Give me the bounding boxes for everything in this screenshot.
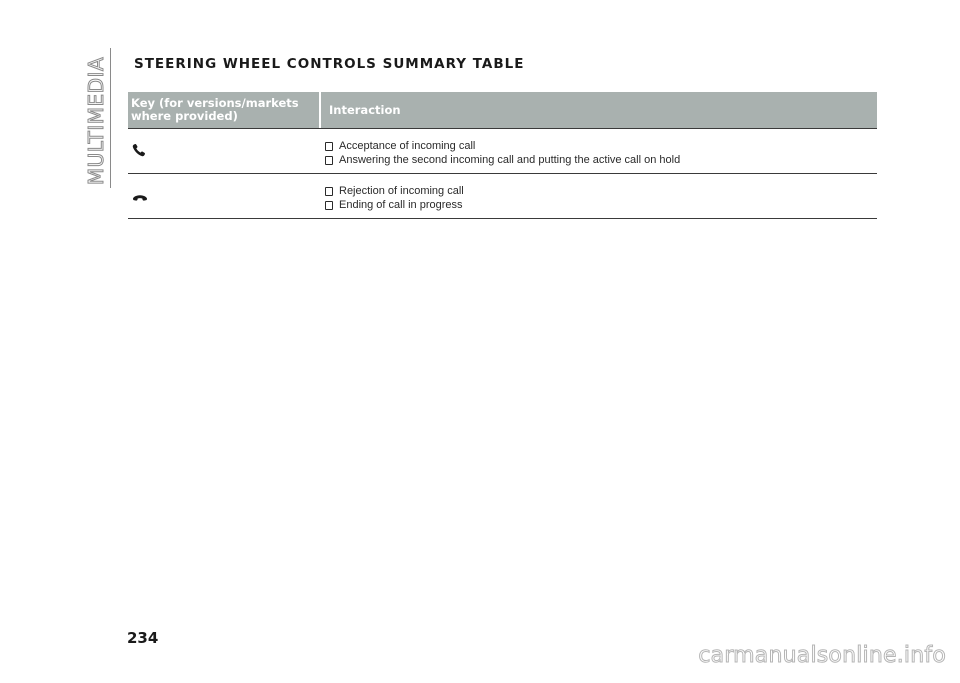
side-divider	[110, 48, 111, 188]
bullet-box-icon	[325, 142, 333, 151]
table-header	[128, 92, 877, 129]
list-item-text: Ending of call in progress	[339, 199, 463, 211]
interaction-cell	[321, 174, 464, 218]
list-item-text: Rejection of incoming call	[339, 185, 464, 197]
phone-answer-icon	[132, 143, 146, 162]
column-header-key: Key (for versions/markets where provided)	[128, 92, 321, 128]
key-cell	[128, 174, 321, 218]
list-item-text: Acceptance of incoming call	[339, 140, 476, 152]
section-side-label-text: MULTIMEDIA	[84, 56, 108, 186]
key-cell	[128, 129, 321, 173]
phone-hangup-icon	[132, 190, 148, 208]
table-row	[128, 129, 877, 174]
interaction-cell	[321, 129, 680, 173]
controls-summary-table	[128, 92, 877, 219]
list-item	[325, 139, 680, 153]
bullet-box-icon	[325, 187, 333, 196]
watermark-logo: carmanualsonline.info	[698, 643, 946, 668]
bullet-box-icon	[325, 201, 333, 210]
section-side-label	[86, 58, 106, 184]
bullet-box-icon	[325, 156, 333, 165]
column-header-interaction: Interaction	[329, 102, 401, 117]
page-number: 234	[127, 629, 159, 647]
page-heading: STEERING WHEEL CONTROLS SUMMARY TABLE	[134, 56, 525, 72]
list-item-text: Answering the second incoming call and putting the active call on hold	[339, 154, 681, 166]
list-item	[325, 198, 464, 212]
list-item	[325, 153, 680, 167]
table-row	[128, 174, 877, 219]
list-item	[325, 184, 464, 198]
